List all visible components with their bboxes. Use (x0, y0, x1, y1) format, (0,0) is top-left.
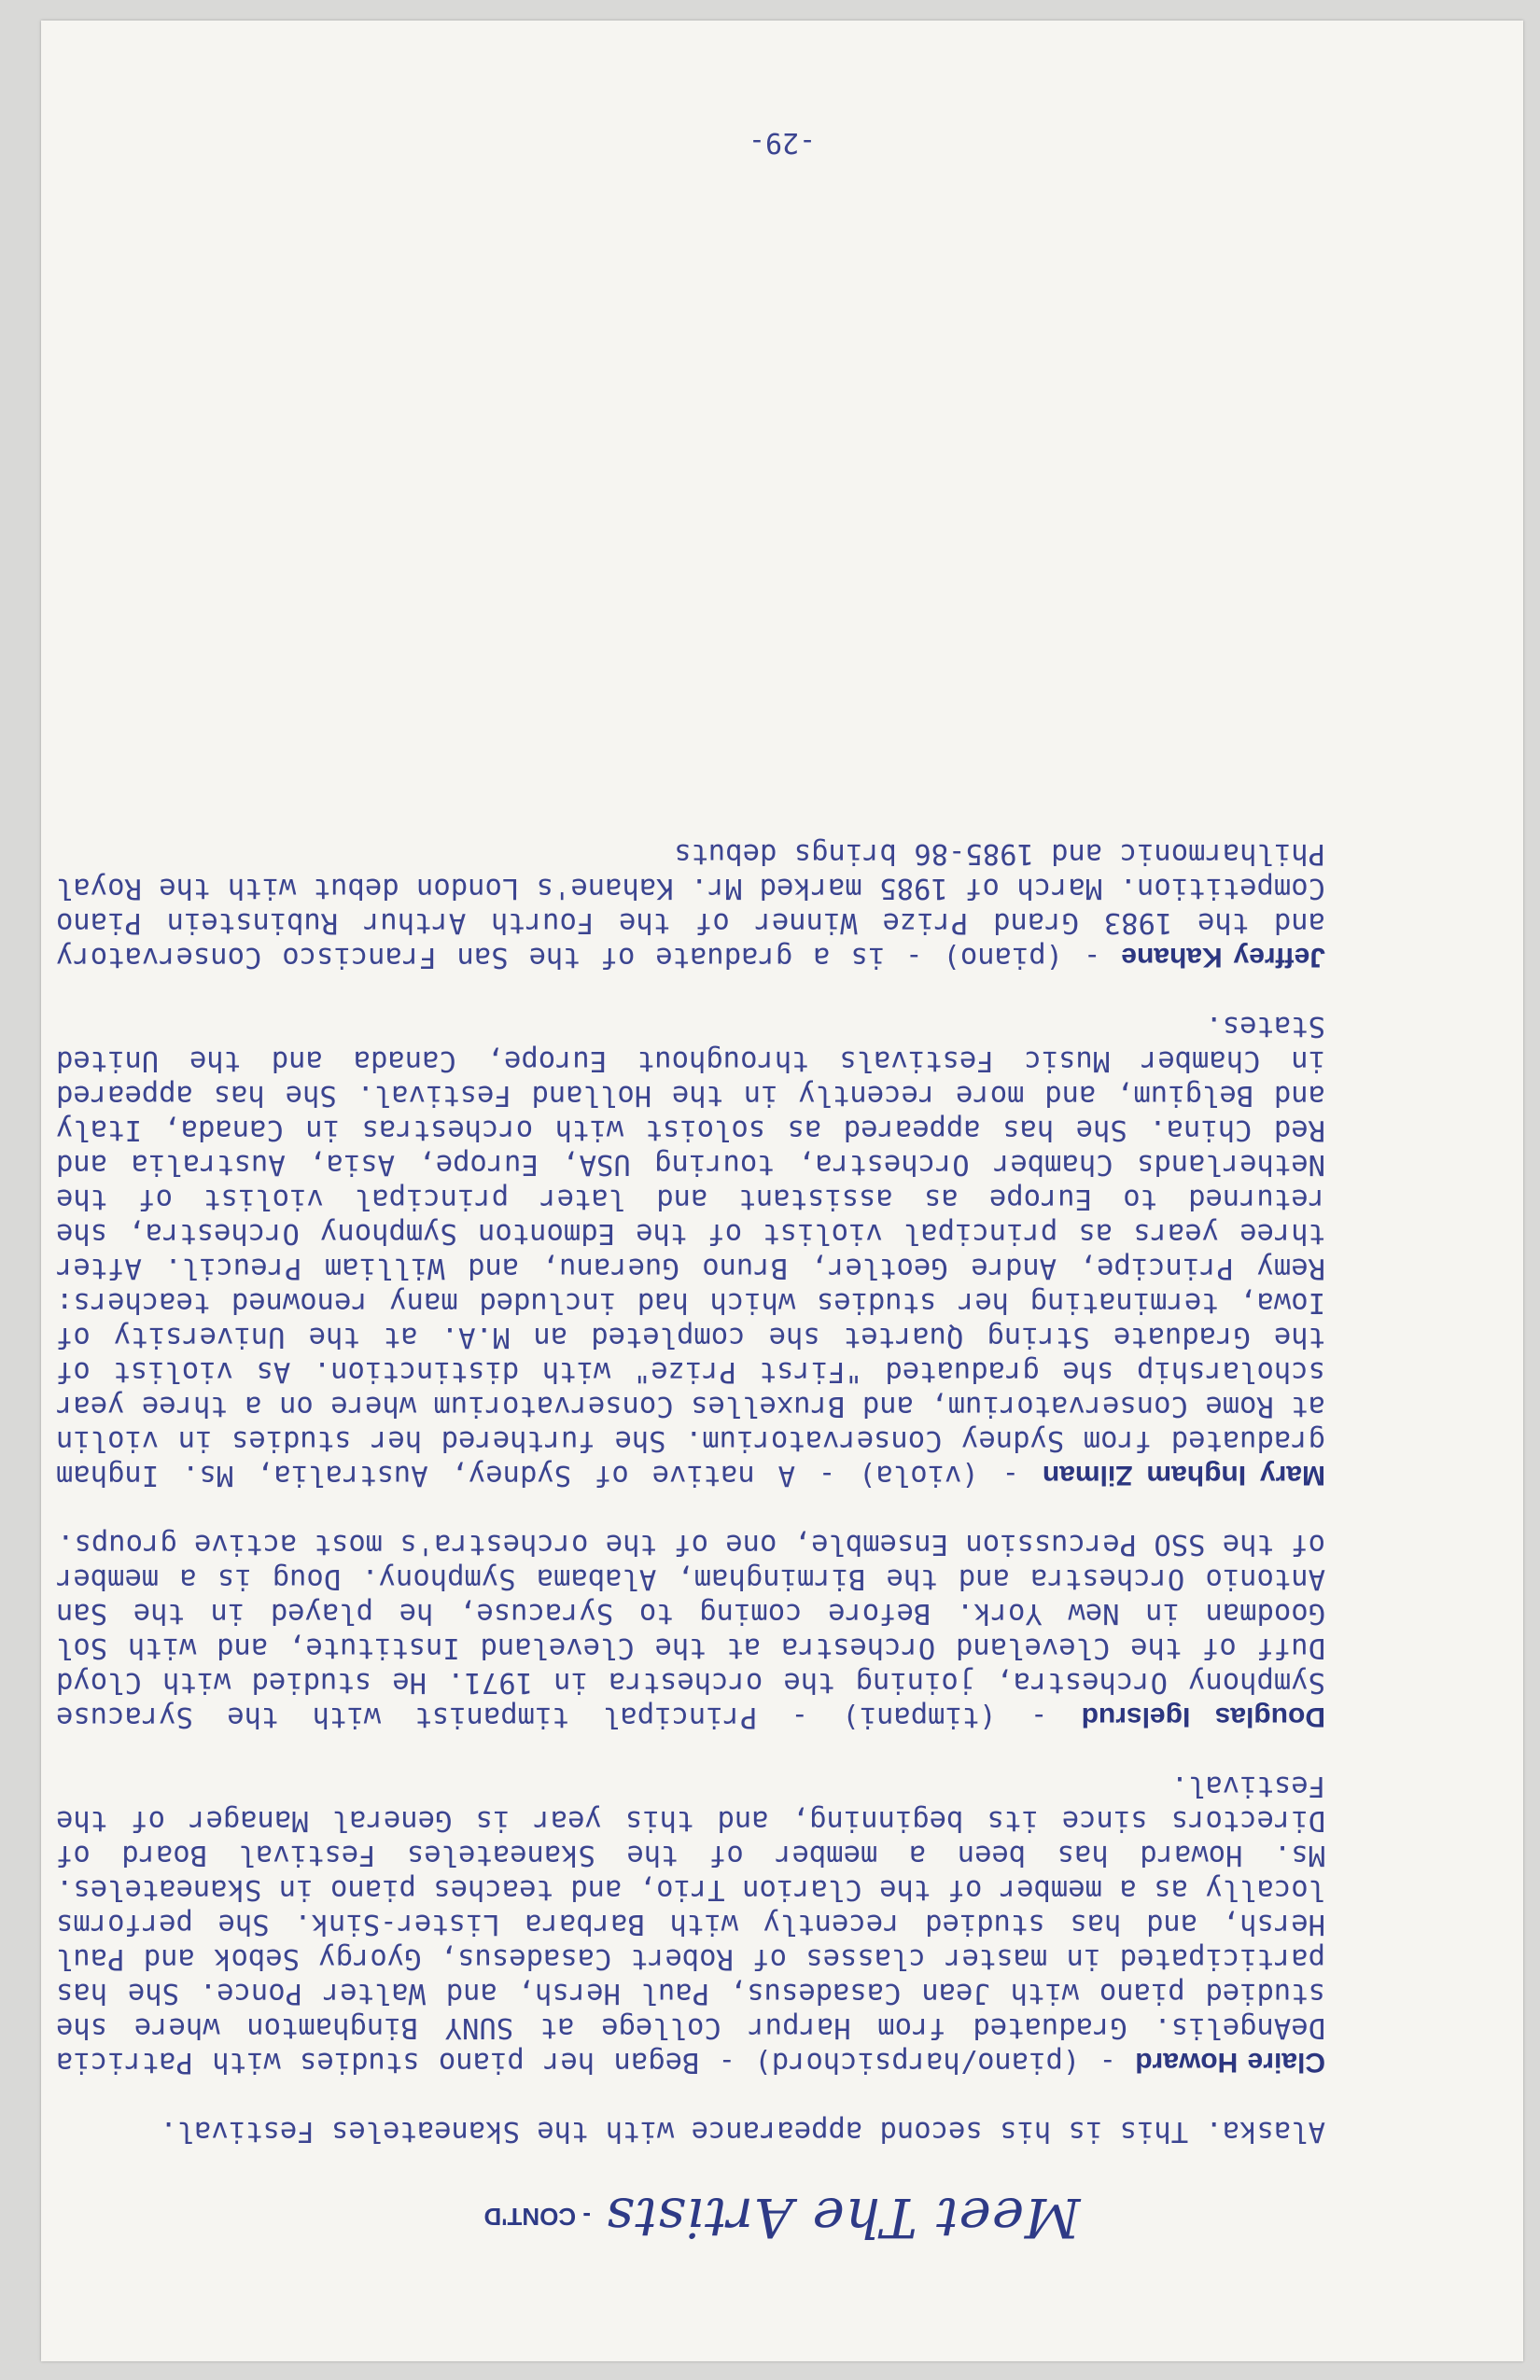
page-number: -29- (748, 126, 817, 159)
page-heading (41, 2186, 1523, 2249)
artist-name: Jeffrey Kahane (1121, 942, 1325, 973)
bio-paragraph (56, 1527, 1325, 1734)
bio-text: Alaska. This is his second appearance with the Skaneateles Festival. (160, 2115, 1325, 2148)
bio-text: - (timpani) - Principal timpanist with the Syracuse Symphony Orchestra, joining the orchestra in 1971. He studied with Cloyd Duff of the Cleveland Orchestra at the Cleveland Institute, and with Sol Goodman in New York. Before coming to Syracuse, he played in the San Antonio Orchestra and the Birmingham, Alabama Symphony. Doug is a member of the SSO Percussion Ensemble, one of the orchestra's most active groups. (56, 1528, 1325, 1733)
heading-suffix: - CONT'D (483, 2203, 591, 2231)
document-page (41, 21, 1523, 2361)
bio-text: - (piano/harpsichord) - Began her piano studies with Patricia DeAngelis. Graduated from Harpur College at SUNY Binghamton where she studied piano with Jean Casadesus, Paul Hersh, and Walter Ponce. She has participated in master classes of Robert Casadesus, Gyorgy Sebok and Paul Hersh, and has studied recently with Barbara Lister-Sink. She performs locally as a member of the Clarion Trio, and teaches piano in Skaneateles. Ms. Howard has been a member of the Skaneateles Festival Board of Directors since its beginning, and this year is General Manager of the Festival. (56, 1770, 1325, 2079)
artist-name: Mary Ingham Zilman (1042, 1460, 1325, 1491)
bio-paragraph (56, 2114, 1325, 2149)
artist-bios (56, 802, 1325, 2149)
bio-text: - (viola) - A native of Sydney, Australia, Ms. Ingham graduated from Sydney Conservatorium. She furthered her studies in violin at Rome Conservatorium, and Bruxelles Conservatorium where on a three year scholarship she graduated "First Prize" with distinction. As violist of the Graduate String Quartet she completed an M.A. at the University of Iowa, terminating her studies which had included many renowned teachers: Remy Principe, Andre Geotler, Bruno Gueranu, and William Preucil. After three years as principal violist of the Edmonton Symphony Orchestra, she returned to Europe as assistant and later principal violist of the Netherlands Chamber Orchestra, touring USA, Europe, Asia, Australia and Red China. She has appeared as soloist with orchestras in Canada, Italy and Belgium, and more recently in the Holland Festival. She has appeared in Chamber Music Festivals throughout Europe, Canada and the United States. (55, 1010, 1325, 1491)
bio-text: - (piano) - is a graduate of the San Francisco Conservatory and the 1983 Grand Prize Winner of the Fourth Arthur Rubinstein Piano Competition. March of 1985 marked Mr. Kahane's London debut with the Royal Philharmonic and 1985-86 brings debuts (56, 837, 1325, 973)
bio-paragraph (56, 1769, 1325, 2079)
artist-name: Claire Howard (1135, 2047, 1325, 2078)
page-content (41, 21, 1523, 2361)
bio-paragraph (56, 836, 1325, 974)
heading-title: Meet The Artists (605, 2186, 1081, 2249)
artist-name: Douglas Igelsrud (1081, 1701, 1325, 1732)
bio-paragraph (56, 1009, 1325, 1492)
